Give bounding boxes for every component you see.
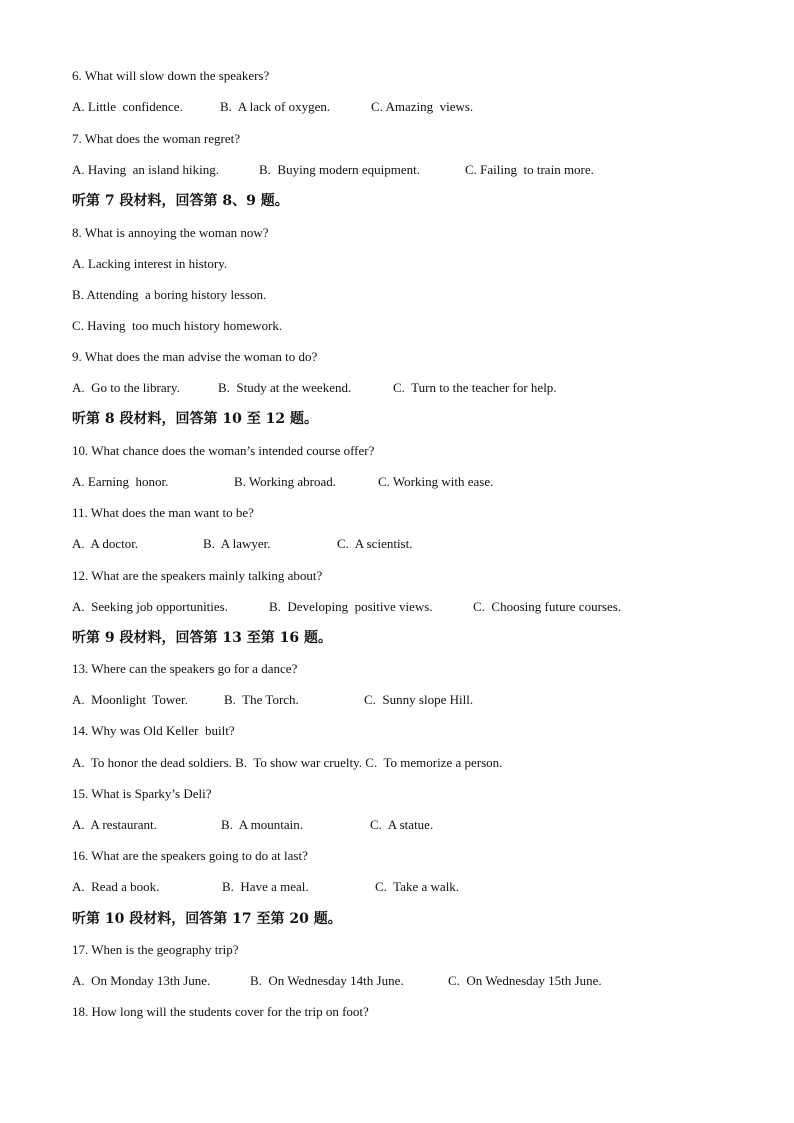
answer-option: C. On Wednesday 15th June. [448, 973, 602, 988]
answer-option: A. Earning honor. [72, 474, 169, 489]
answer-options-row [72, 474, 722, 490]
answer-option: B. A mountain. [221, 817, 303, 832]
answer-options-row [72, 536, 722, 552]
question-text: 9. What does the man advise the woman to do? [72, 349, 318, 364]
section-heading: 听第 8 段材料，回答第 10 至 12 题。 [72, 411, 318, 427]
answer-option: C. Working with ease. [378, 474, 494, 489]
answer-option: B. Buying modern equipment. [259, 162, 421, 177]
answer-option: B. Study at the weekend. [218, 380, 352, 395]
answer-option: C. Turn to the teacher for help. [393, 380, 557, 395]
answer-option: B. Working abroad. [234, 474, 336, 489]
answer-option: A. A restaurant. [72, 817, 157, 832]
answer-options-row [72, 973, 722, 989]
question-text: 10. What chance does the woman’s intended course offer? [72, 443, 375, 458]
answer-option: C. A statue. [370, 817, 434, 832]
answer-option: B. A lack of oxygen. [220, 99, 331, 114]
answer-option: C. Choosing future courses. [473, 599, 622, 614]
answer-option: C. Failing to train more. [465, 162, 594, 177]
answer-option: C. Sunny slope Hill. [364, 692, 474, 707]
section-heading: 听第 9 段材料，回答第 13 至第 16 题。 [72, 630, 332, 646]
question-text: 11. What does the man want to be? [72, 505, 254, 520]
section-heading: 听第 10 段材料，回答第 17 至第 20 题。 [72, 911, 342, 927]
question-text: B. Attending a boring history lesson. [72, 287, 267, 302]
answer-options-row [72, 99, 722, 115]
answer-option: B. The Torch. [224, 692, 299, 707]
question-text: 13. Where can the speakers go for a dance? [72, 661, 298, 676]
question-text: 16. What are the speakers going to do at last? [72, 848, 308, 863]
question-text: 17. When is the geography trip? [72, 942, 239, 957]
question-text: C. Having too much history homework. [72, 318, 283, 333]
answer-option: C. Amazing views. [371, 99, 474, 114]
question-text: 14. Why was Old Keller built? [72, 723, 235, 738]
answer-options-row [72, 599, 722, 615]
question-text: A. Lacking interest in history. [72, 256, 228, 271]
answer-option: B. Have a meal. [222, 879, 309, 894]
answer-option: A. Having an island hiking. [72, 162, 219, 177]
question-text: 15. What is Sparky’s Deli? [72, 786, 212, 801]
answer-option: B. On Wednesday 14th June. [250, 973, 404, 988]
section-heading: 听第 7 段材料，回答第 8、9 题。 [72, 193, 289, 209]
question-text: 8. What is annoying the woman now? [72, 225, 269, 240]
question-text: 18. How long will the students cover for the trip on foot? [72, 1004, 369, 1019]
answer-option: A. A doctor. [72, 536, 139, 551]
answer-options-row [72, 162, 722, 178]
answer-option: B. Developing positive views. [269, 599, 433, 614]
answer-option: A. Go to the library. [72, 380, 180, 395]
answer-option: C. A scientist. [337, 536, 413, 551]
answer-options-row [72, 879, 722, 895]
question-text: 6. What will slow down the speakers? [72, 68, 270, 83]
answer-option: A. Seeking job opportunities. [72, 599, 228, 614]
answer-option: A. Read a book. [72, 879, 160, 894]
answer-option: A. On Monday 13th June. [72, 973, 211, 988]
answer-options-row [72, 817, 722, 833]
question-text: 12. What are the speakers mainly talking about? [72, 568, 323, 583]
question-text: A. To honor the dead soldiers. B. To show war cruelty. C. To memorize a person. [72, 755, 503, 770]
answer-options-row [72, 692, 722, 708]
answer-option: C. Take a walk. [375, 879, 460, 894]
answer-option: A. Little confidence. [72, 99, 183, 114]
question-text: 7. What does the woman regret? [72, 131, 240, 146]
answer-option: A. Moonlight Tower. [72, 692, 188, 707]
answer-options-row [72, 380, 722, 396]
answer-option: B. A lawyer. [203, 536, 271, 551]
